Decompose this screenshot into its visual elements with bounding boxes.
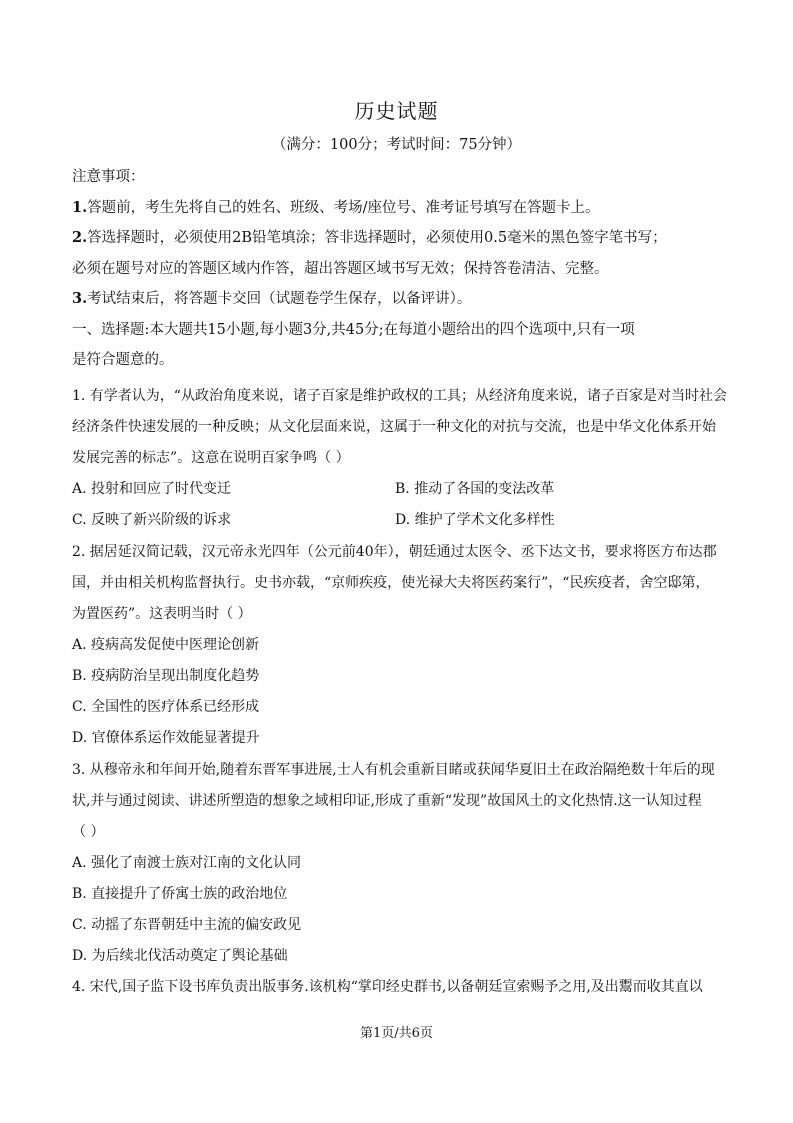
option-b: B. 疫病防治呈现出制度化趋势 [72,668,260,684]
notice-item: 1.答题前，考生先将自己的姓名、班级、考场/座位号、准考证号填写在答题卡上。 [72,198,600,216]
question-text: 为置医药”。这表明当时（ ） [72,606,252,622]
option-b: B. 直接提升了侨寓士族的政治地位 [72,886,288,902]
option-c: C. 动摇了东晋朝廷中主流的偏安政见 [72,917,302,933]
question-text: 经济条件快速发展的一种反映；从文化层面来说，这属于一种文化的对抗与交流，也是中华文化体系开始 [72,419,716,435]
option-d: D. 官僚体系运作效能显著提升 [72,730,260,746]
option-a: A. 强化了南渡士族对江南的文化认同 [72,855,302,871]
exam-info: （满分：100分；考试时间：75分钟） [271,137,522,153]
option-c: C. 反映了新兴阶级的诉求 [72,512,232,528]
option-d: D. 维护了学术文化多样性 [395,512,555,528]
option-b: B. 推动了各国的变法改革 [395,481,555,497]
section-heading: 一、选择题:本大题共15小题,每小题3分,共45分;在每道小题给出的四个选项中,只有一项 [72,321,635,338]
question-text: 状,并与通过阅读、讲述所塑造的想象之域相印证,形成了重新“发现”故国风土的文化热情.这一认知过程 [72,793,702,809]
question-text: 国，并由相关机构监督执行。史书亦载，“京师疾疫，使光禄大夫将医药案行”，“民疾疫者，舍空邸第， [72,575,710,591]
question-text: 2. 据居延汉简记载，汉元帝永光四年（公元前40年），朝廷通过太医令、丞下达文书，要求将医方布达郡 [72,544,717,560]
option-row [72,505,732,536]
question-text: 发展完善的标志”。这意在说明百家争鸣（ ） [72,450,350,466]
option-a: A. 投射和回应了时代变迁 [72,481,232,497]
notice-heading: 注意事项： [72,169,145,185]
section-heading-cont: 是符合题意的。 [72,352,174,368]
notice-section [72,162,732,376]
question-1 [72,381,732,536]
option-row [72,474,732,505]
option-a: A. 疫病高发促使中医理论创新 [72,637,260,653]
notice-item: 必须在题号对应的答题区域内作答，超出答题区域书写无效；保持答卷清洁、完整。 [72,260,609,277]
option-d: D. 为后续北伐活动奠定了舆论基础 [72,948,288,964]
page-number: 第1页/共6页 [360,1026,433,1041]
question-text: （ ） [72,824,105,840]
question-3 [72,755,732,972]
question-text: 4. 宋代,国子监下设书库负责出版事务.该机构“掌印经史群书,以备朝廷宣索赐予之用,及出鬻而收其直以 [72,979,703,995]
question-text: 3. 从穆帝永和年间开始,随着东晋军事进展,士人有机会重新目睹或获闻华夏旧土在政治隔绝数十年后的现 [72,762,715,778]
notice-item: 3.考试结束后，将答题卡交回（试题卷学生保存，以备评讲）。 [72,290,472,307]
question-4 [72,972,732,1003]
page-title: 历史试题 [354,99,439,123]
question-text: 1. 有学者认为，“从政治角度来说，诸子百家是维护政权的工具；从经济角度来说，诸子百家是对当时社会 [72,388,727,404]
option-c: C. 全国性的医疗体系已经形成 [72,699,260,715]
question-2 [72,537,732,754]
notice-item: 2.答选择题时，必须使用2B铅笔填涂；答非选择题时，必须使用0.5毫米的黑色签字笔书写； [72,229,667,246]
